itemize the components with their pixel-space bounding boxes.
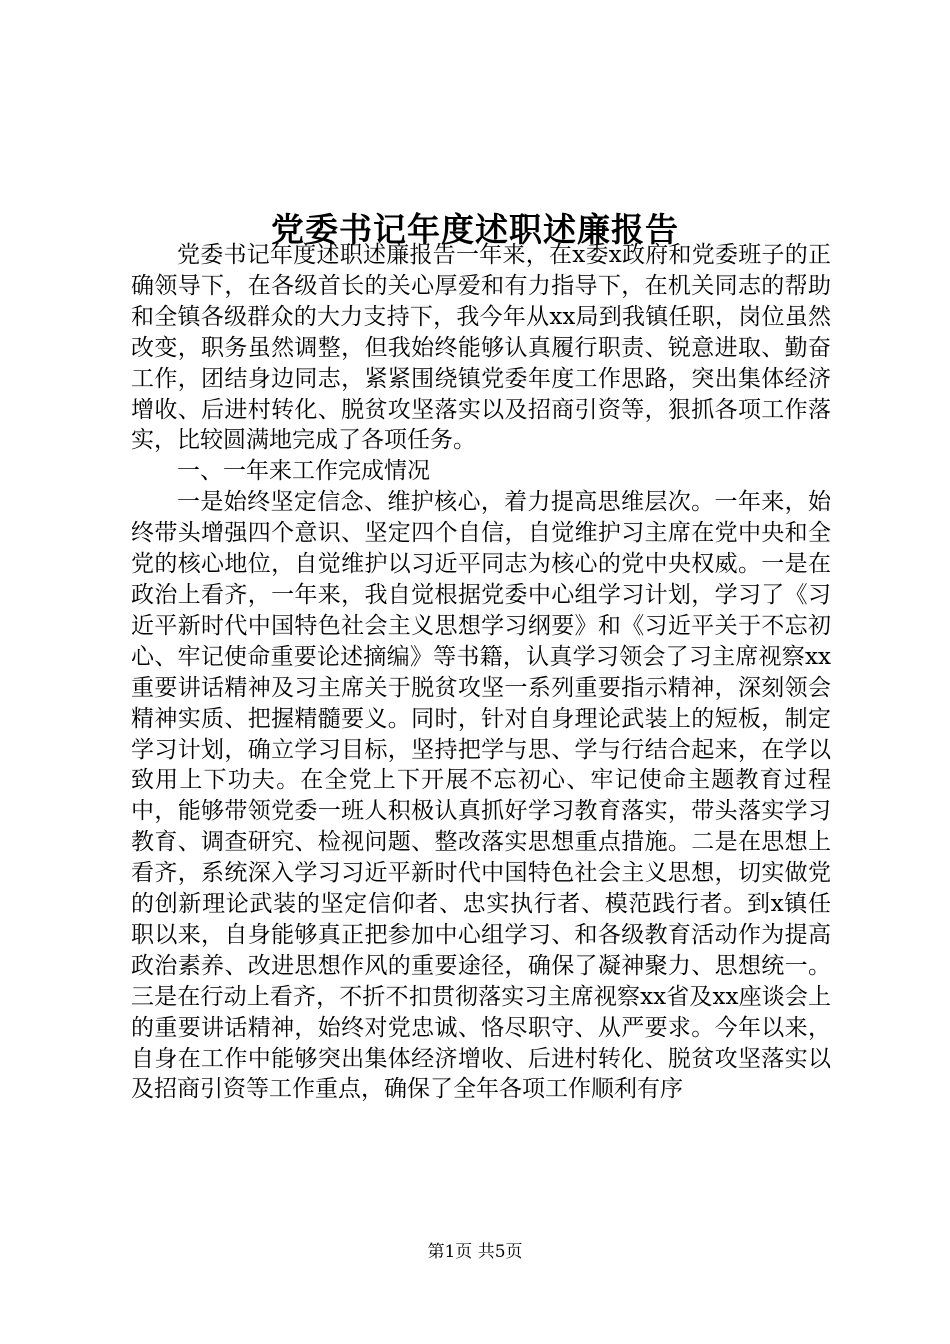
section-heading: 一、一年来工作完成情况 <box>177 458 430 485</box>
document-body <box>131 240 831 1105</box>
document-title: 党委书记年度述职述廉报告 <box>271 210 679 250</box>
intro-paragraph: 党委书记年度述职述廉报告一年来，在x委x政府和党委班子的正确领导下，在各级首长的关心厚爱和有力指导下，在机关同志的帮助和全镇各级群众的大力支持下，我今年从xx局到我镇任职，岗位虽然改变，职务虽然调整，但我始终能够认真履行职责、锐意进取、勤奋工作，团结身边同志，紧紧围绕镇党委年度工作思路，突出集体经济增收、后进村转化、脱贫攻坚落实以及招商引资等，狠抓各项工作落实，比较圆满地完成了各项任务。 <box>131 242 831 454</box>
body-paragraph: 一是始终坚定信念、维护核心，着力提高思维层次。一年来，始终带头增强四个意识、坚定四个自信，自觉维护习主席在党中央和全党的核心地位，自觉维护以习近平同志为核心的党中央权威。一是在政治上看齐，一年来，我自觉根据党委中心组学习计划，学习了《习近平新时代中国特色社会主义思想学习纲要》和《习近平关于不忘初心、牢记使命重要论述摘编》等书籍，认真学习领会了习主席视察xx重要讲话精神及习主席关于脱贫攻坚一系列重要指示精神，深刻领会精神实质、把握精髓要义。同时，针对自身理论武装上的短板，制定学习计划，确立学习目标，坚持把学与思、学与行结合起来，在学以致用上下功夫。在全党上下开展不忘初心、牢记使命主题教育过程中，能够带领党委一班人积极认真抓好学习教育落实，带头落实学习教育、调查研究、检视问题、整改落实思想重点措施。二是在思想上看齐，系统深入学习习近平新时代中国特色社会主义思想，切实做党的创新理论武装的坚定信仰者、忠实执行者、模范践行者。到x镇任职以来，自身能够真正把参加中心组学习、和各级教育活动作为提高政治素养、改进思想作风的重要途径，确保了凝神聚力、思想统一。三是在行动上看齐，不折不扣贯彻落实习主席视察xx省及xx座谈会上的重要讲话精神，始终对党忠诚、恪尽职守、从严要求。今年以来，自身在工作中能够突出集体经济增收、后进村转化、脱贫攻坚落实以及招商引资等工作重点，确保了全年各项工作顺利有序 <box>131 489 831 1103</box>
page-number: 第1页 共5页 <box>427 1242 523 1262</box>
